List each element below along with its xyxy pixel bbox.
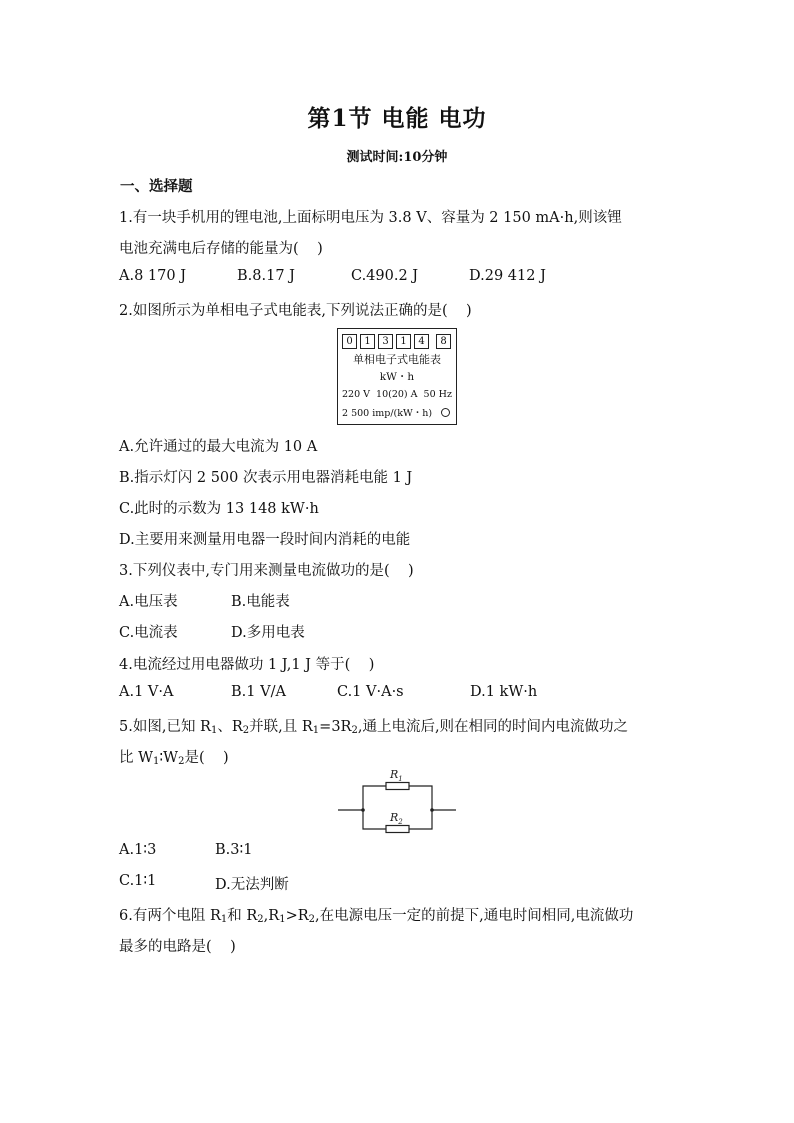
- branch-wire-top-left: [363, 786, 386, 810]
- test-time: 测试时间:10分钟: [346, 150, 448, 165]
- q2-option-b: B.指示灯闪 2 500 次表示用电器消耗电能 1 J: [119, 470, 413, 486]
- meter-name: 单相电子式电能表: [353, 353, 441, 366]
- q5-option-b: B.3∶1: [215, 842, 253, 858]
- resistor-r1: [386, 783, 409, 790]
- q2-text-line1: 2.如图所示为单相电子式电能表,下列说法正确的是( ): [119, 303, 472, 319]
- meter-digit: 3: [378, 334, 393, 349]
- q4-option-c: C.1 V·A·s: [337, 684, 404, 700]
- q6-text-line1: 6.有两个电阻 $R_1$和 $R_2,R_1>R_2$,在电源电压一定的前提下,通电时间相同,电流做功: [119, 908, 634, 925]
- electric-meter-figure: [337, 328, 457, 425]
- meter-digit: 1: [396, 334, 411, 349]
- q3-text-line1: 3.下列仪表中,专门用来测量电流做功的是( ): [119, 563, 414, 579]
- meter-unit: kW・h: [379, 371, 415, 383]
- q1-option-c: C.490.2 J: [351, 268, 419, 284]
- q4-option-b: B.1 V/A: [231, 684, 286, 700]
- meter-spec-rating: 220 V 10(20) A 50 Hz: [342, 389, 452, 400]
- branch-wire-bottom-right: [409, 810, 432, 829]
- q1-option-b: B.8.17 J: [237, 268, 295, 284]
- meter-digit: 8: [436, 334, 451, 349]
- q1-option-d: D.29 412 J: [469, 268, 546, 284]
- q1-option-a: A.8 170 J: [119, 268, 187, 284]
- q2-option-c: C.此时的示数为 13 148 kW·h: [119, 501, 319, 517]
- q5-text-line2: 比 $W_1∶W_2$是( ): [119, 750, 229, 767]
- q4-option-d: D.1 kW·h: [470, 684, 538, 700]
- section-heading: 一、选择题: [120, 178, 193, 195]
- meter-digits: [342, 334, 451, 349]
- resistor-r2: [386, 826, 409, 833]
- q6-text-line2: 最多的电路是( ): [119, 939, 236, 955]
- label-r1: $R_1$: [390, 768, 403, 783]
- meter-spec-impulse: 2 500 imp/(kW・h): [342, 408, 433, 419]
- indicator-lamp-icon: [441, 408, 450, 417]
- q3-option-c: C.电流表: [119, 625, 178, 641]
- meter-digit: 0: [342, 334, 357, 349]
- junction-right: [430, 808, 434, 812]
- q1-text-line2: 电池充满电后存储的能量为( ): [119, 241, 323, 257]
- parallel-circuit-diagram: [336, 762, 458, 836]
- q5-option-c: C.1∶1: [119, 873, 157, 889]
- q2-option-d: D.主要用来测量用电器一段时间内消耗的电能: [119, 532, 411, 548]
- q4-text-line1: 4.电流经过用电器做功 1 J,1 J 等于( ): [119, 657, 375, 673]
- q5-option-d: D.无法判断: [215, 877, 289, 893]
- q5-option-a: A.1∶3: [119, 842, 157, 858]
- q1-text-line1: 1.有一块手机用的锂电池,上面标明电压为 3.8 V、容量为 2 150 mA·h,则该锂: [119, 210, 622, 226]
- q5-text-line1: 5.如图,已知 $R_1$、$R_2$并联,且 $R_1=3R_2$,通上电流后,则在相同的时间内电流做功之: [119, 719, 629, 736]
- branch-wire-top-right: [409, 786, 432, 810]
- q3-option-a: A.电压表: [119, 594, 178, 610]
- q3-option-d: D.多用电表: [231, 625, 305, 641]
- meter-digit: 1: [360, 334, 375, 349]
- q4-option-a: A.1 V·A: [119, 684, 174, 700]
- q3-option-b: B.电能表: [231, 594, 290, 610]
- q2-option-a: A.允许通过的最大电流为 10 A: [119, 439, 318, 455]
- page-title: 第1节 电能 电功: [307, 105, 487, 132]
- meter-digit: 4: [414, 334, 429, 349]
- junction-left: [361, 808, 365, 812]
- label-r2: $R_2$: [390, 811, 403, 826]
- branch-wire-bottom-left: [363, 810, 386, 829]
